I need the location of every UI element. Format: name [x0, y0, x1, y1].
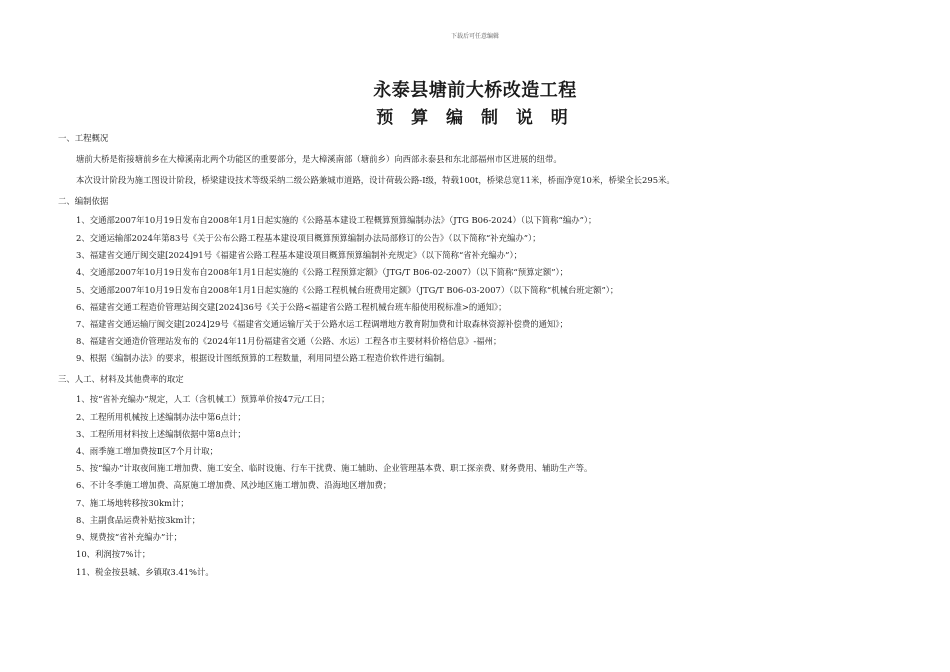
- list-item: 3、福建省交通厅闽交建[2024]91号《福建省公路工程基本建设项目概算预算编制补充规定》（以下简称“省补充编办”）；: [76, 250, 523, 260]
- paragraph: 塘前大桥是衔接塘前乡在大樟溪南北两个功能区的重要部分，是大樟溪南部（塘前乡）向西部永泰县和东北部福州市区进展的纽带。: [76, 154, 562, 164]
- list-item: 9、根据《编制办法》的要求，根据设计图纸预算的工程数量，利用同望公路工程造价软件进行编制。: [76, 353, 450, 363]
- section-heading: 一、工程概况: [58, 133, 109, 143]
- list-item: 1、按“省补充编办”规定，人工（含机械工）预算单价按47元/工日；: [76, 394, 330, 404]
- list-item: 7、福建省交通运输厅闽交建[2024]29号《福建省交通运输厅关于公路水运工程调增地方教育附加费和计取森林资源补偿费的通知》；: [76, 319, 568, 329]
- list-item: 8、福建省交通造价管理站发布的《2024年11月份福建省交通（公路、水运）工程各市主要材料价格信息》-福州；: [76, 336, 502, 346]
- list-item: 11、税金按县城、乡镇取3.41%计。: [76, 567, 214, 577]
- list-item: 7、施工场地转移按30km计；: [76, 498, 189, 508]
- section-heading: 二、编制依据: [58, 196, 109, 206]
- list-item: 6、福建省交通工程造价管理站闽交建[2024]36号《关于公路<福建省公路工程机械台班车船使用税标准>的通知》；: [76, 302, 507, 312]
- header-note: 下载后可任意编辑: [450, 33, 499, 40]
- list-item: 5、按“编办”计取夜间施工增加费、施工安全、临时设施、行车干扰费、施工辅助、企业管理基本费、职工探亲费、财务费用、辅助生产等。: [76, 463, 593, 473]
- list-item: 5、交通部2007年10月19日发布自2008年1月1日起实施的《公路工程机械台班费用定额》（JTG/T B06-03-2007）（以下简称“机械台班定额”）；: [76, 285, 619, 295]
- document-title: 永泰县塘前大桥改造工程: [373, 80, 577, 101]
- list-item: 9、规费按“省补充编办”计；: [76, 532, 183, 542]
- paragraph: 本次设计阶段为施工图设计阶段，桥梁建设技术等级采纳二级公路兼城市道路，设计荷载公路-Ⅰ级，特载100t，桥梁总宽11米，桥面净宽10米，桥梁全长295米。: [76, 175, 675, 185]
- list-item: 4、雨季施工增加费按Ⅱ区7个月计取；: [76, 446, 218, 456]
- list-item: 2、交通运输部2024年第83号《关于公布公路工程基本建设项目概算预算编制办法局部修订的公告》（以下简称“补充编办”）；: [76, 233, 541, 243]
- list-item: 1、交通部2007年10月19日发布自2008年1月1日起实施的《公路基本建设工程概算预算编制办法》（JTG B06-2024）（以下简称“编办”）；: [76, 215, 597, 225]
- list-item: 10、利润按7%计；: [76, 549, 151, 559]
- list-item: 4、交通部2007年10月19日发布自2008年1月1日起实施的《公路工程预算定额》（JTG/T B06-02-2007）（以下简称“预算定额”）；: [76, 267, 569, 277]
- list-item: 2、工程所用机械按上述编制办法中第6点计；: [76, 412, 246, 422]
- list-item: 8、主副食品运费补贴按3km计；: [76, 515, 201, 525]
- section-heading: 三、人工、材料及其他费率的取定: [58, 374, 184, 384]
- list-item: 6、不计冬季施工增加费、高原施工增加费、风沙地区施工增加费、沿海地区增加费；: [76, 480, 392, 490]
- list-item: 3、工程所用材料按上述编制依据中第8点计；: [76, 429, 246, 439]
- document-subtitle: 预 算 编 制 说 明: [376, 108, 574, 128]
